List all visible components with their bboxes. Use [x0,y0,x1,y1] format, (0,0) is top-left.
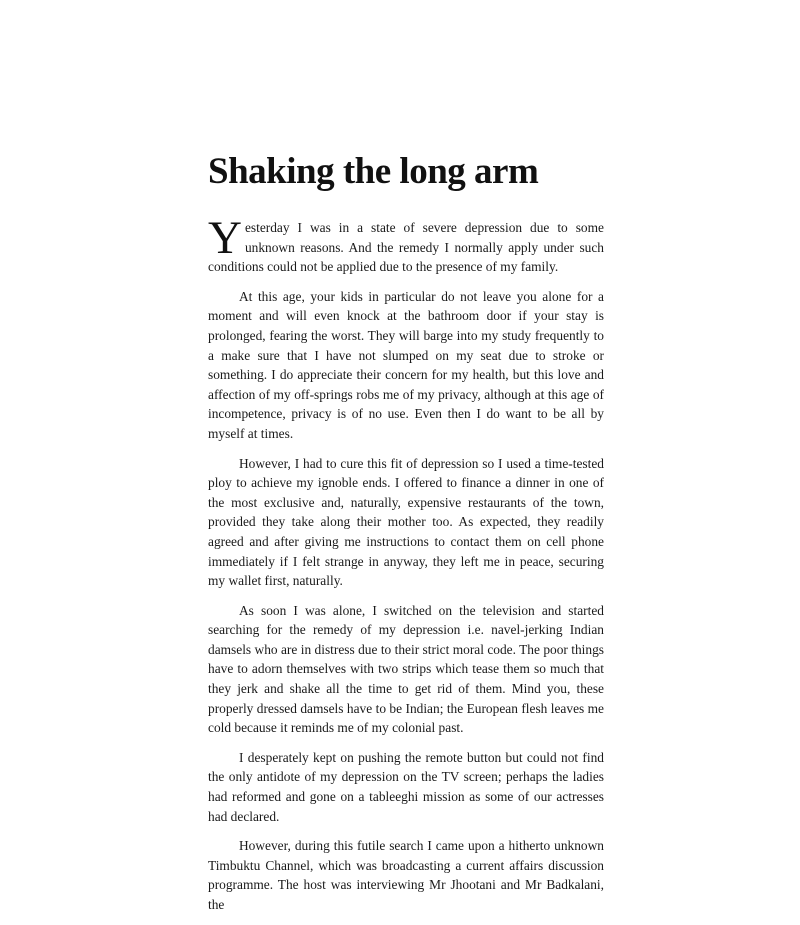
paragraph-5: I desperately kept on pushing the remote button but could not find the only antidote of my depression on the TV screen; perhaps the ladies had reformed and gone on a tableeghi mission as some of our actresses had declared. [208,749,604,824]
paragraph-2: At this age, your kids in particular do not leave you alone for a moment and will even knock at the bathroom door if your stay is prolonged, fearing the worst. They will barge into my study frequently to a make sure that I have not slumped on my seat due to stroke or something. I do appreciate their concern for my health, but this love and affection of my off-springs robs me of my privacy, although at this age of incompetence, privacy is of no use. Even then I do want to be all by myself at times. [208,288,604,441]
paragraph-6: However, during this futile search I came upon a hitherto unknown Timbuktu Channel, which was broadcasting a current affairs discussion programme. The host was interviewing Mr Jhootani and Mr Badkalani, the [208,838,604,912]
paragraph-1-text: esterday I was in a state of severe depression due to some unknown reasons. And the remedy I normally apply under such conditions could not be applied due to the presence of my family. [208,220,604,275]
paragraph-4: As soon I was alone, I switched on the television and started searching for the remedy of my depression i.e. navel-jerking Indian damsels who are in distress due to their strict moral code. The poor things have to adorn themselves with two strips which tease them so much that they jerk and shake all the time to get rid of them. Mind you, these properly dressed damsels have to be Indian; the European flesh leaves me cold because it reminds me of my colonial past. [208,602,604,736]
chapter-body [208,212,604,925]
chapter-title: Shaking the long arm [208,151,539,192]
paragraph-1 [208,212,604,277]
drop-cap: Y [208,212,242,264]
paragraph-3: However, I had to cure this fit of depression so I used a time-tested ploy to achieve my ignoble ends. I offered to finance a dinner in one of the most exclusive and, naturally, expensive restaurants of the town, provided they take along their mother too. As expected, they readily agreed and after giving me instructions to contact them on cell phone immediately if I felt strange in anyway, they left me in peace, securing my wallet first, naturally. [208,455,604,589]
